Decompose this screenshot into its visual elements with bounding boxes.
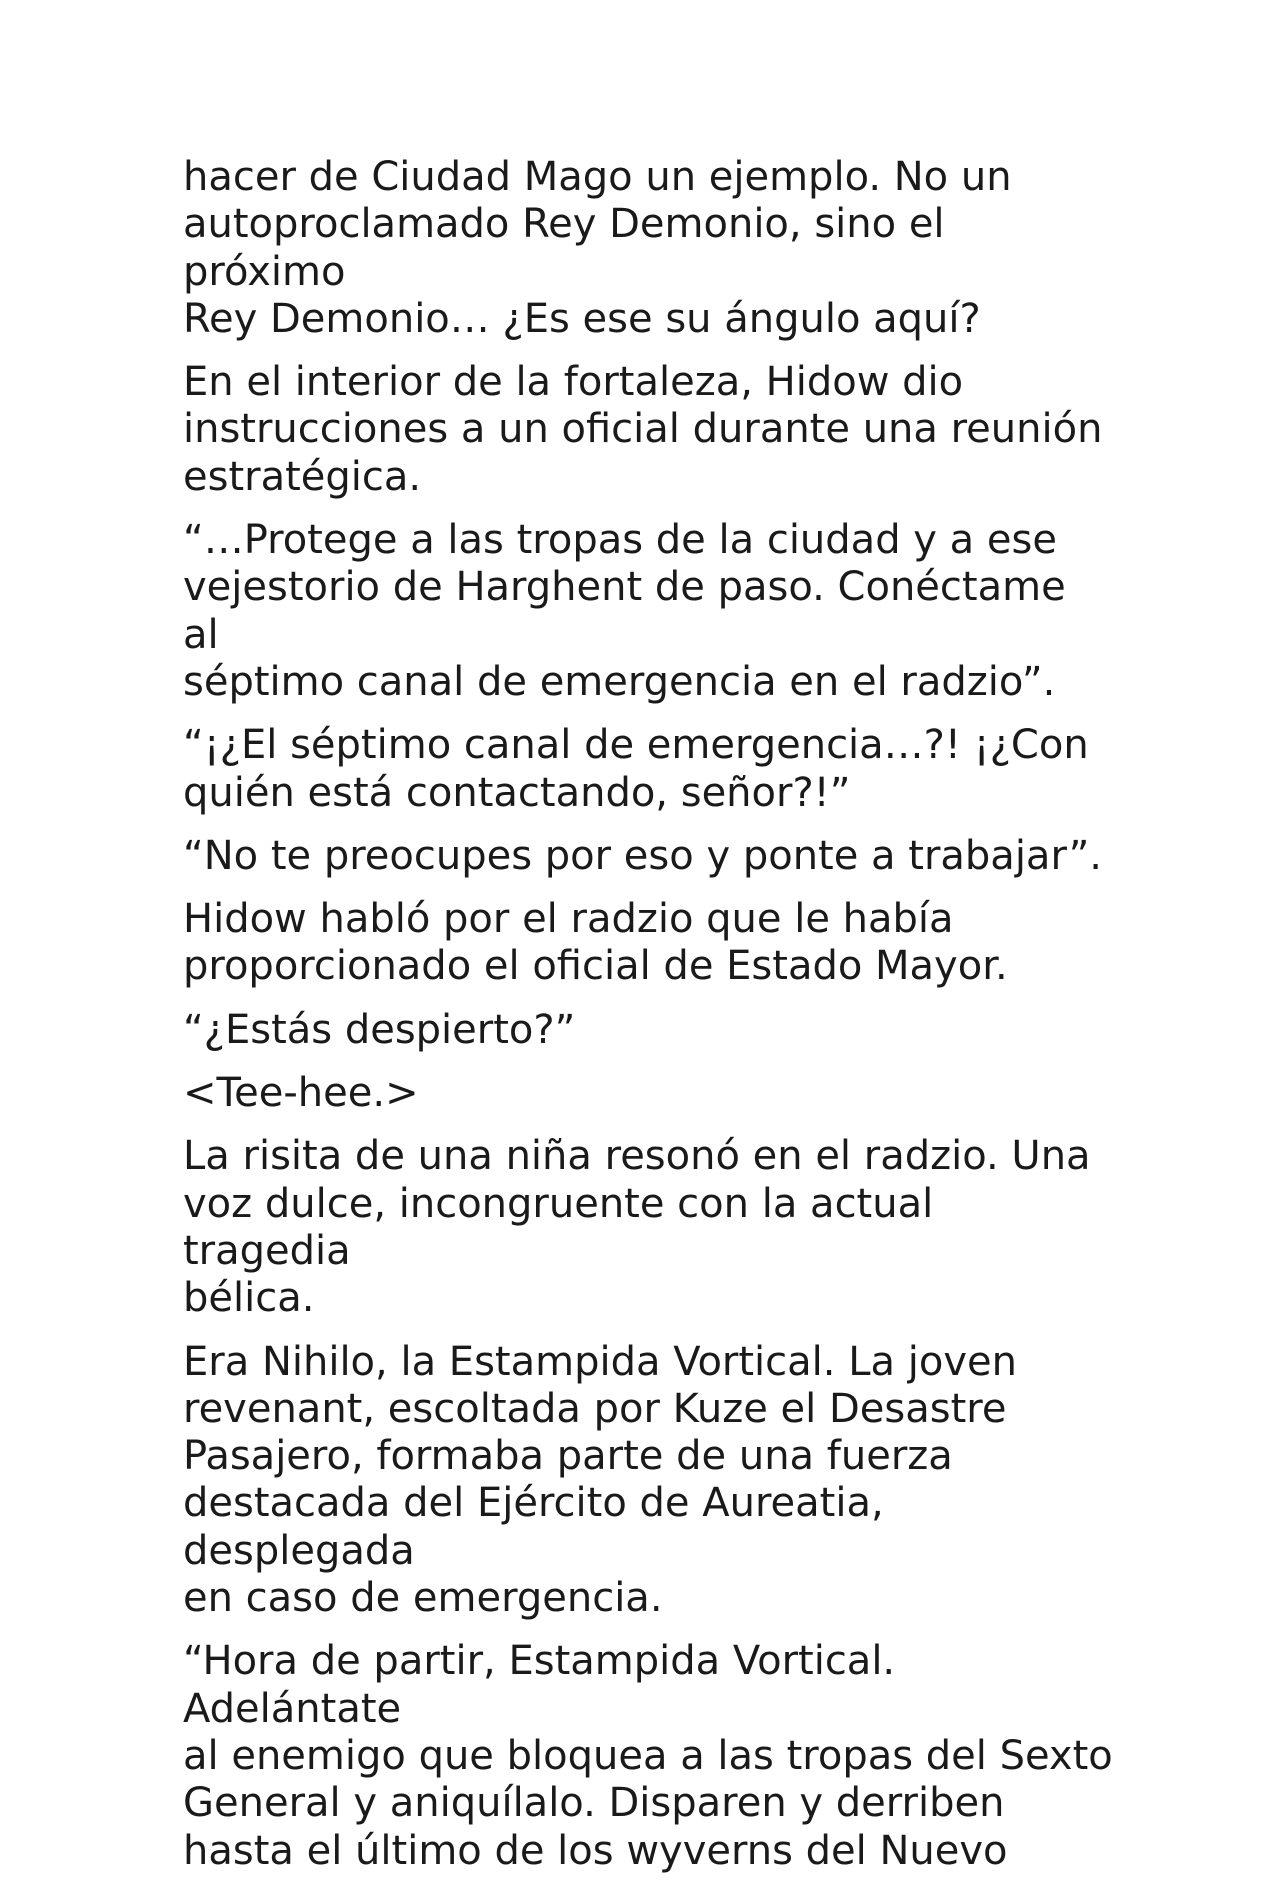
paragraph: “No te preocupes por eso y ponte a trabajar”. — [183, 832, 1103, 879]
paragraph: “…Protege a las tropas de la ciudad y a ese vejestorio de Harghent de paso. Conéctame al séptimo canal de emergencia en el radzio”. — [183, 517, 1066, 705]
body-text — [183, 154, 1113, 1891]
paragraph: En el interior de la fortaleza, Hidow dio instrucciones a un oficial durante una reunión estratégica. — [183, 359, 1103, 500]
paragraph: “Hora de partir, Estampida Vortical. Adelántate al enemigo que bloquea a las tropas del Sexto General y aniquílalo. Disparen y derriben hasta el último de los wyverns del Nuevo — [183, 1638, 1113, 1874]
paragraph: <Tee-hee.> — [183, 1070, 419, 1117]
paragraph: La risita de una niña resonó en el radzio. Una voz dulce, incongruente con la actual tragedia bélica. — [183, 1133, 1091, 1322]
paragraph: “¡¿El séptimo canal de emergencia…?! ¡¿Con quién está contactando, señor?!” — [183, 722, 1089, 816]
paragraph: Era Nihilo, la Estampida Vortical. La joven revenant, escoltada por Kuze el Desastre Pasajero, formaba parte de una fuerza destacada del Ejército de Aureatia, desplegada en caso de emergencia. — [183, 1338, 1017, 1622]
paragraph: “¿Estás despierto?” — [183, 1006, 576, 1053]
paragraph: hacer de Ciudad Mago un ejemplo. No un autoproclamado Rey Demonio, sino el próximo Rey Demonio… ¿Es ese su ángulo aquí? — [183, 154, 1012, 342]
paragraph: Hidow habló por el radzio que le había proporcionado el oficial de Estado Mayor. — [183, 896, 1008, 990]
